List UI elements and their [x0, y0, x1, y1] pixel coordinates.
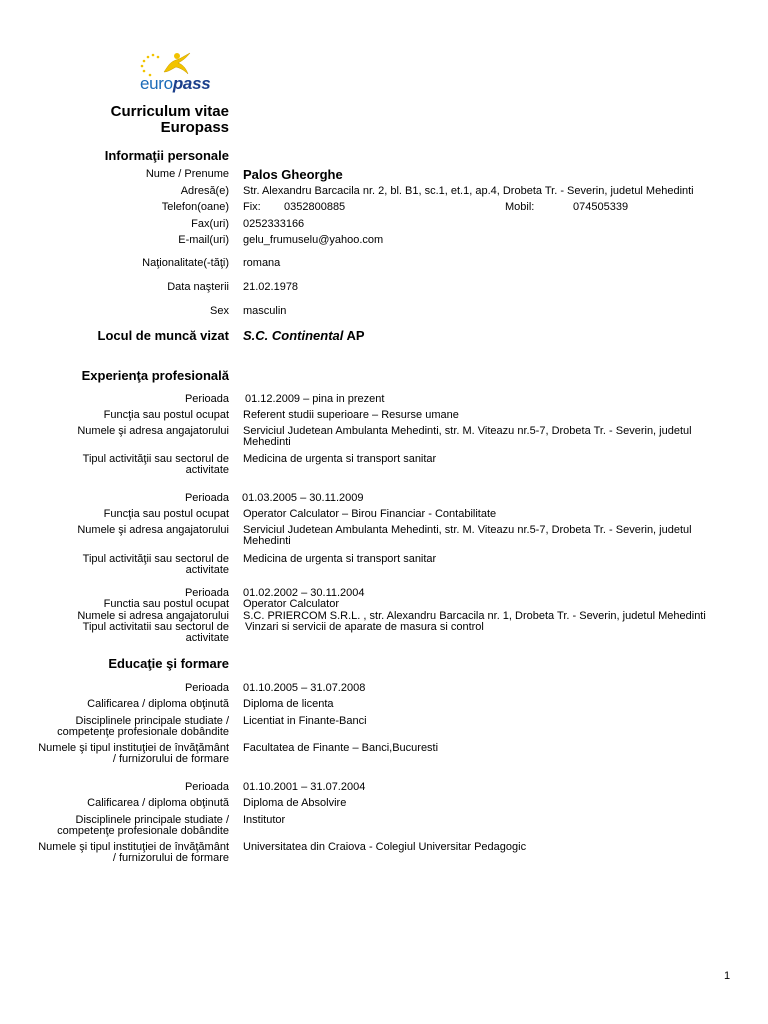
exp-period-label: Perioada	[184, 587, 229, 599]
exp-sector-value: Vinzari si servicii de aparate de masura si control	[245, 621, 484, 633]
exp-employer-label: Numele si adresa angajatorului	[77, 610, 229, 622]
edu-qualification-label: Calificarea / diploma obţinută	[87, 698, 229, 710]
name-value: Palos Gheorghe	[243, 167, 343, 182]
phone-fix-value: 0352800885	[284, 201, 346, 213]
exp-sector-value: Medicina de urgenta si transport sanitar	[243, 453, 437, 465]
nationality-value: romana	[243, 257, 281, 269]
exp-period-value: 01.12.2009 – pina in prezent	[245, 393, 385, 405]
nationality-label: Naţionalitate(-tăţi)	[142, 257, 229, 269]
cv-title: Curriculum vitae Europass	[110, 103, 229, 136]
phone-label: Telefon(oane)	[161, 201, 229, 213]
edu-subjects-label: Disciplinele principale studiate / competenţe profesionale dobândite	[57, 715, 229, 738]
edu-subjects-value: Institutor	[243, 814, 286, 826]
address-label: Adresă(e)	[180, 185, 229, 197]
desired-job-label: Locul de muncă vizat	[97, 328, 229, 343]
birthdate-label: Data naşterii	[167, 281, 229, 293]
phone-mobile-value: 074505339	[573, 201, 629, 213]
edu-period-value: 01.10.2001 – 31.07.2004	[243, 781, 366, 793]
edu-institution-label: Numele şi tipul instituţiei de învăţământ / furnizorului de formare	[38, 841, 229, 864]
europass-logo	[130, 50, 230, 98]
name-label: Nume / Prenume	[145, 168, 229, 180]
exp-employer-value: S.C. PRIERCOM S.R.L. , str. Alexandru Barcacila nr. 1, Drobeta Tr. - Severin, judetul Mehedinti	[243, 610, 706, 622]
exp-sector-label: Tipul activităţii sau sectorul de activitate	[82, 453, 229, 476]
section-work-experience: Experienţa profesională	[81, 368, 229, 383]
edu-period-value: 01.10.2005 – 31.07.2008	[243, 682, 366, 694]
address-value: Str. Alexandru Barcacila nr. 2, bl. B1, sc.1, et.1, ap.4, Drobeta Tr. - Severin, judetul Mehedinti	[243, 185, 694, 197]
exp-employer-label: Numele şi adresa angajatorului	[77, 425, 229, 437]
edu-qualification-label: Calificarea / diploma obţinută	[87, 797, 229, 809]
edu-subjects-value: Licentiat in Finante-Banci	[243, 715, 367, 727]
exp-position-label: Functia sau postul ocupat	[103, 598, 229, 610]
exp-period-value: 01.03.2005 – 30.11.2009	[242, 492, 364, 504]
edu-institution-value: Universitatea din Craiova - Colegiul Universitar Pedagogic	[243, 841, 527, 853]
desired-job-value: S.C. Continental AP	[243, 328, 365, 343]
edu-institution-label: Numele şi tipul instituţiei de învăţământ / furnizorului de formare	[38, 742, 229, 765]
sex-value: masculin	[243, 305, 287, 317]
email-label: E-mail(uri)	[178, 234, 229, 246]
edu-qualification-value: Diploma de Absolvire	[243, 797, 347, 809]
fax-label: Fax(uri)	[191, 218, 229, 230]
phone-fix-label: Fix:	[243, 201, 261, 213]
europass-wordmark: europass	[140, 74, 211, 93]
fax-value: 0252333166	[243, 218, 305, 230]
edu-institution-value: Facultatea de Finante – Banci,Bucuresti	[243, 742, 439, 754]
exp-period-label: Perioada	[184, 492, 229, 504]
exp-period-value: 01.02.2002 – 30.11.2004	[243, 587, 365, 599]
exp-employer-value: Serviciul Judetean Ambulanta Mehedinti, str. M. Viteazu nr.5-7, Drobeta Tr. - Severin, judetul Mehedinti	[243, 524, 692, 547]
exp-position-value: Referent studii superioare – Resurse umane	[243, 409, 459, 421]
section-personal-info: Informaţii personale	[104, 148, 229, 163]
birthdate-value: 21.02.1978	[243, 281, 299, 293]
exp-position-label: Funcţia sau postul ocupat	[103, 508, 229, 520]
exp-period-label: Perioada	[184, 393, 229, 405]
sex-label: Sex	[210, 305, 229, 317]
page-number: 1	[724, 970, 731, 982]
edu-period-label: Perioada	[184, 682, 229, 694]
edu-period-label: Perioada	[184, 781, 229, 793]
email-value: gelu_frumuselu@yahoo.com	[243, 234, 384, 246]
edu-subjects-label: Disciplinele principale studiate / competenţe profesionale dobândite	[57, 814, 229, 837]
exp-sector-value: Medicina de urgenta si transport sanitar	[243, 553, 437, 565]
exp-employer-label: Numele şi adresa angajatorului	[77, 524, 229, 536]
edu-qualification-value: Diploma de licenta	[243, 698, 334, 710]
section-education: Educaţie şi formare	[108, 656, 229, 671]
phone-mobile-label: Mobil:	[505, 201, 535, 213]
exp-position-value: Operator Calculator	[243, 598, 339, 610]
exp-sector-label: Tipul activitatii sau sectorul de activitate	[82, 621, 229, 644]
exp-sector-label: Tipul activităţii sau sectorul de activitate	[82, 553, 229, 576]
exp-position-label: Funcţia sau postul ocupat	[103, 409, 229, 421]
exp-employer-value: Serviciul Judetean Ambulanta Mehedinti, str. M. Viteazu nr.5-7, Drobeta Tr. - Severin, judetul Mehedinti	[243, 425, 692, 448]
exp-position-value: Operator Calculator – Birou Financiar - Contabilitate	[243, 508, 497, 520]
